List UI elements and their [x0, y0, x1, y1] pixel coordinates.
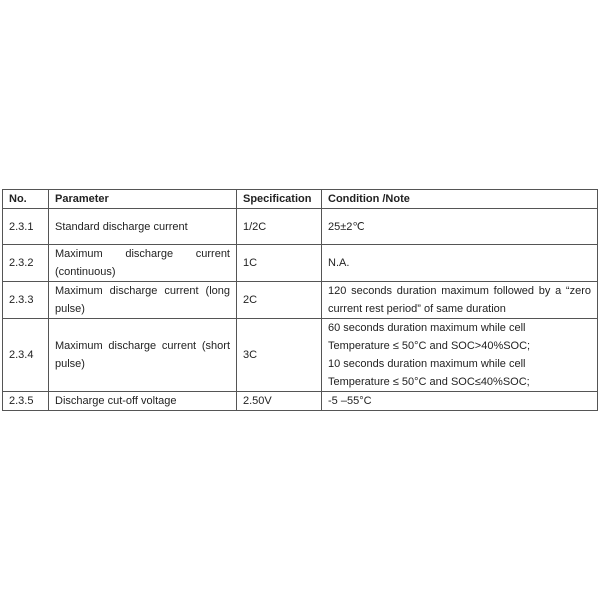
header-condition: Condition /Note	[322, 190, 598, 209]
parameter-line: Maximum discharge current	[55, 248, 230, 260]
table-row	[3, 245, 598, 282]
row-spec: 1C	[237, 245, 322, 282]
parameter-line: Standard discharge current	[55, 220, 188, 233]
row-condition	[322, 282, 598, 319]
row-parameter	[49, 209, 237, 245]
parameter-line: Discharge cut-off voltage	[55, 395, 177, 407]
row-no: 2.3.3	[3, 282, 49, 319]
table-row	[3, 282, 598, 319]
parameter-line: Maximum discharge current (long	[55, 285, 230, 297]
condition-line: current rest period” of same duration	[328, 303, 506, 315]
row-no: 2.3.5	[3, 392, 49, 411]
condition-line: 10 seconds duration maximum while cell	[328, 358, 526, 370]
table-row	[3, 319, 598, 392]
header-parameter: Parameter	[49, 190, 237, 209]
condition-line: Temperature ≤ 50°C and SOC≤40%SOC;	[328, 376, 530, 388]
parameter-line: Maximum discharge current (short	[55, 340, 230, 352]
condition-line: 120 seconds duration maximum followed by a “zero	[328, 285, 591, 297]
row-no: 2.3.2	[3, 245, 49, 282]
row-spec: 2C	[237, 282, 322, 319]
condition-line: 60 seconds duration maximum while cell	[328, 322, 526, 334]
row-parameter	[49, 392, 237, 411]
condition-line: N.A.	[328, 257, 350, 269]
discharge-spec-table	[2, 189, 598, 411]
parameter-line: pulse)	[55, 358, 85, 370]
row-no: 2.3.4	[3, 319, 49, 392]
row-condition	[322, 245, 598, 282]
row-condition	[322, 209, 598, 245]
parameter-line: (continuous)	[55, 266, 116, 278]
row-spec: 1/2C	[237, 209, 322, 245]
row-parameter	[49, 282, 237, 319]
condition-line: -5 –55°C	[328, 395, 372, 407]
header-specification: Specification	[237, 190, 322, 209]
row-spec: 3C	[237, 319, 322, 392]
parameter-line: pulse)	[55, 303, 85, 315]
row-parameter	[49, 319, 237, 392]
row-no: 2.3.1	[3, 209, 49, 245]
row-condition	[322, 392, 598, 411]
table-row	[3, 209, 598, 245]
table-row	[3, 392, 598, 411]
table-header-row	[3, 190, 598, 209]
row-parameter	[49, 245, 237, 282]
row-condition	[322, 319, 598, 392]
header-no: No.	[3, 190, 49, 209]
condition-line: 25±2℃	[328, 220, 365, 233]
row-spec: 2.50V	[237, 392, 322, 411]
condition-line: Temperature ≤ 50°C and SOC>40%SOC;	[328, 340, 531, 352]
